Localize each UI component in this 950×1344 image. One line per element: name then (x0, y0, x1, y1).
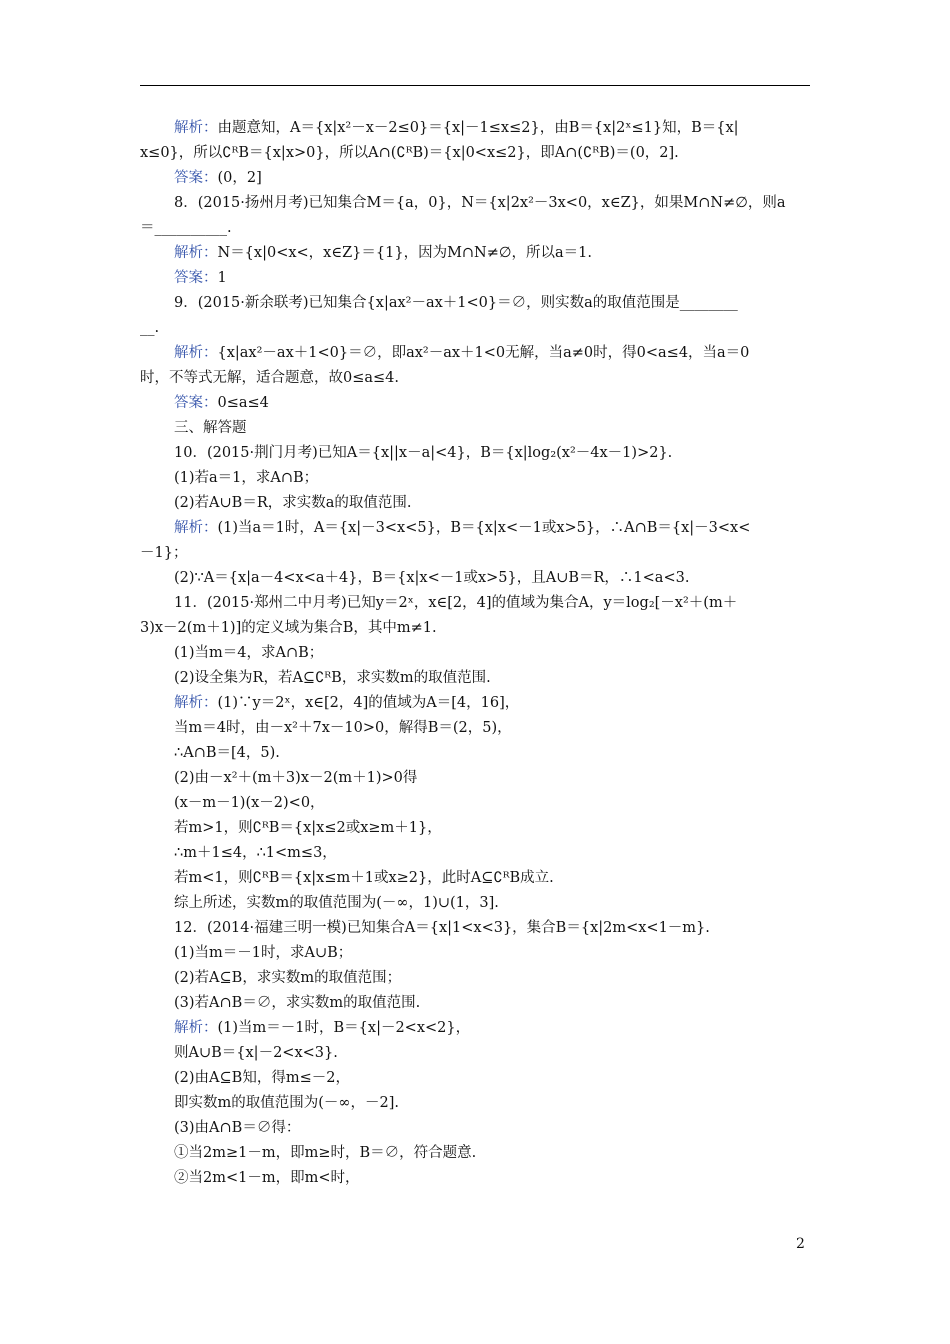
text-line (140, 241, 810, 266)
line-text: 时，不等式无解，适合题意，故0≤a≤4. (140, 370, 400, 386)
text-line (140, 916, 810, 941)
line-text: 0≤a≤4 (217, 395, 269, 411)
line-text: (x－m－1)(x－2)<0， (174, 795, 325, 811)
text-line (140, 141, 810, 166)
line-text: (2)若A∪B＝R，求实数a的取值范围. (174, 495, 412, 511)
line-text: 若m<1，则∁ᴿB＝{x|x≤m＋1或x≥2}，此时A⊆∁ᴿB成立. (174, 870, 554, 886)
line-text: 三、解答题 (174, 420, 247, 436)
text-line (140, 391, 810, 416)
text-line (140, 1041, 810, 1066)
line-text: 10．(2015·荆门月考)已知A＝{x||x－a|<4}，B＝{x|log₂(x²－4x－1)>2}. (174, 445, 673, 461)
document-body (140, 116, 810, 1191)
text-line (140, 766, 810, 791)
line-text: (1)当m＝4，求A∩B； (174, 645, 324, 661)
line-text: (2)由－x²＋(m＋3)x－2(m＋1)>0得 (174, 770, 418, 786)
line-text: ∴A∩B＝[4，5). (174, 745, 280, 761)
line-text: 11．(2015·郑州二中月考)已知y＝2ˣ，x∈[2，4]的值域为集合A，y＝log₂[－x²＋(m＋ (174, 595, 738, 611)
line-text: (3)若A∩B＝∅，求实数m的取值范围. (174, 995, 421, 1011)
line-text: x≤0}，所以∁ᴿB＝{x|x>0}，所以A∩(∁ᴿB)＝{x|0<x≤2}，即A∩(∁ᴿB)＝(0，2]. (140, 145, 679, 161)
text-line (140, 666, 810, 691)
line-text: (0，2] (217, 170, 262, 186)
text-line (140, 541, 810, 566)
section-label: 解析： (174, 245, 218, 261)
line-text: 则A∪B＝{x|－2<x<3}. (174, 1045, 338, 1061)
text-line (140, 641, 810, 666)
text-line (140, 791, 810, 816)
text-line (140, 291, 810, 316)
line-text: 9．(2015·新余联考)已知集合{x|ax²－ax＋1<0}＝∅，则实数a的取值范围是________ (174, 295, 738, 311)
text-line (140, 191, 810, 216)
line-text: ①当2m≥1－m，即m≥时，B＝∅，符合题意. (174, 1145, 477, 1161)
text-line (140, 491, 810, 516)
text-line (140, 441, 810, 466)
section-label: 答案： (174, 270, 218, 286)
line-text: 1 (217, 270, 227, 286)
line-text: (1)若a＝1，求A∩B； (174, 470, 319, 486)
line-text: (1)当m＝－1时，求A∪B； (174, 945, 353, 961)
section-label: 答案： (174, 395, 218, 411)
line-text: N＝{x|0<x<，x∈Z}＝{1}，因为M∩N≠∅，所以a＝1. (217, 245, 593, 261)
line-text: 8．(2015·扬州月考)已知集合M＝{a，0}，N＝{x|2x²－3x<0，x∈Z}，如果M∩N≠∅，则a (174, 195, 786, 211)
line-text: 3)x－2(m＋1)]的定义域为集合B，其中m≠1. (140, 620, 437, 636)
text-line (140, 691, 810, 716)
section-label: 解析： (174, 345, 218, 361)
line-text: 12．(2014·福建三明一模)已知集合A＝{x|1<x<3}，集合B＝{x|2m<x<1－m}. (174, 920, 710, 936)
text-line (140, 1016, 810, 1041)
line-text: (1)∵y＝2ˣ，x∈[2，4]的值域为A＝[4，16]， (217, 695, 520, 711)
text-line (140, 816, 810, 841)
text-line (140, 1166, 810, 1191)
text-line (140, 316, 810, 341)
line-text: 综上所述，实数m的取值范围为(－∞，1)∪(1，3]. (174, 895, 499, 911)
text-line (140, 1141, 810, 1166)
line-text: (2)设全集为R，若A⊆∁ᴿB，求实数m的取值范围. (174, 670, 491, 686)
line-text: (2)∵A＝{x|a－4<x<a＋4}，B＝{x|x<－1或x>5}，且A∪B＝R，∴1<a<3. (174, 570, 690, 586)
section-label: 解析： (174, 695, 218, 711)
text-line (140, 566, 810, 591)
line-text: 当m＝4时，由－x²＋7x－10>0，解得B＝(2，5)， (174, 720, 512, 736)
section-label: 解析： (174, 520, 218, 536)
text-line (140, 416, 810, 441)
section-label: 解析： (174, 1020, 218, 1036)
line-text: (3)由A∩B＝∅得： (174, 1120, 301, 1136)
text-line (140, 591, 810, 616)
text-line (140, 866, 810, 891)
line-text: ∴m＋1≤4，∴1<m≤3， (174, 845, 337, 861)
section-label: 答案： (174, 170, 218, 186)
text-line (140, 216, 810, 241)
line-text: (2)若A⊆B，求实数m的取值范围； (174, 970, 402, 986)
section-label: 解析： (174, 120, 218, 136)
text-line (140, 166, 810, 191)
line-text: 即实数m的取值范围为(－∞，－2]. (174, 1095, 399, 1111)
text-line (140, 1091, 810, 1116)
text-line (140, 341, 810, 366)
text-line (140, 741, 810, 766)
line-text: －1}； (140, 545, 188, 561)
text-line (140, 266, 810, 291)
text-line (140, 716, 810, 741)
text-line (140, 1116, 810, 1141)
line-text: (2)由A⊆B知，得m≤－2， (174, 1070, 350, 1086)
header-rule (140, 85, 810, 86)
text-line (140, 616, 810, 641)
text-line (140, 891, 810, 916)
page-number: 2 (796, 1236, 805, 1252)
line-text: __. (140, 320, 160, 336)
text-line (140, 516, 810, 541)
text-line (140, 1066, 810, 1091)
text-line (140, 116, 810, 141)
text-line (140, 941, 810, 966)
text-line (140, 991, 810, 1016)
line-text: ②当2m<1－m，即m<时， (174, 1170, 360, 1186)
text-line (140, 841, 810, 866)
text-line (140, 466, 810, 491)
text-line (140, 966, 810, 991)
line-text: ＝__________. (140, 220, 232, 236)
line-text: {x|ax²－ax＋1<0}＝∅，即ax²－ax＋1<0无解，当a≠0时，得0<a≤4，当a＝0 (217, 345, 750, 361)
line-text: 由题意知，A＝{x|x²－x－2≤0}＝{x|－1≤x≤2}，由B＝{x|2ˣ≤1}知，B＝{x| (217, 120, 739, 136)
line-text: (1)当a＝1时，A＝{x|－3<x<5}，B＝{x|x<－1或x>5}，∴A∩B＝{x|－3<x< (217, 520, 751, 536)
line-text: 若m>1，则∁ᴿB＝{x|x≤2或x≥m＋1}， (174, 820, 442, 836)
line-text: (1)当m＝－1时，B＝{x|－2<x<2}， (217, 1020, 471, 1036)
text-line (140, 366, 810, 391)
